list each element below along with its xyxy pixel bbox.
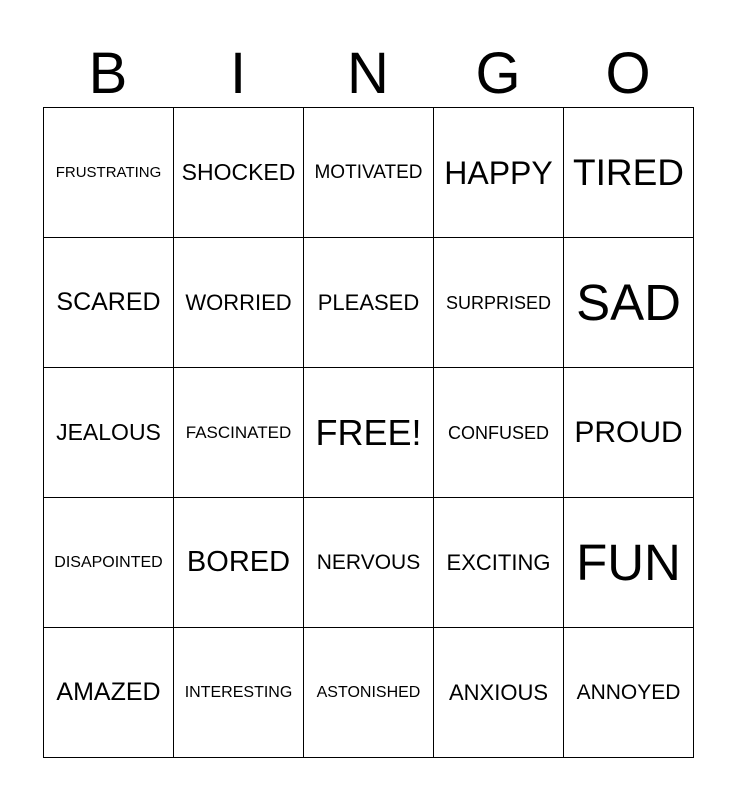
bingo-cell[interactable]: MOTIVATED	[304, 108, 434, 238]
bingo-cell[interactable]: FREE!	[304, 368, 434, 498]
bingo-cell[interactable]: EXCITING	[434, 498, 564, 628]
bingo-cell[interactable]: FRUSTRATING	[44, 108, 174, 238]
bingo-cell[interactable]: HAPPY	[434, 108, 564, 238]
bingo-cell[interactable]: PROUD	[564, 368, 694, 498]
header-letter-i: I	[229, 41, 247, 106]
bingo-cell[interactable]: INTERESTING	[174, 628, 304, 758]
bingo-cell[interactable]: PLEASED	[304, 238, 434, 368]
header-letter-n: N	[347, 41, 389, 106]
bingo-cell[interactable]: SAD	[564, 238, 694, 368]
bingo-cell[interactable]: SCARED	[44, 238, 174, 368]
header-letter-o: O	[605, 41, 651, 106]
bingo-cell[interactable]: TIRED	[564, 108, 694, 238]
header-letter-g: G	[475, 41, 521, 106]
bingo-cell[interactable]: ANXIOUS	[434, 628, 564, 758]
bingo-cell[interactable]: CONFUSED	[434, 368, 564, 498]
bingo-cell[interactable]: AMAZED	[44, 628, 174, 758]
bingo-cell[interactable]: ANNOYED	[564, 628, 694, 758]
bingo-cell[interactable]: DISAPOINTED	[44, 498, 174, 628]
bingo-cell[interactable]: BORED	[174, 498, 304, 628]
bingo-board	[43, 107, 694, 758]
bingo-cell[interactable]: JEALOUS	[44, 368, 174, 498]
bingo-cell[interactable]: SURPRISED	[434, 238, 564, 368]
bingo-cell[interactable]: ASTONISHED	[304, 628, 434, 758]
bingo-cell[interactable]: WORRIED	[174, 238, 304, 368]
bingo-cell[interactable]: FUN	[564, 498, 694, 628]
bingo-cell[interactable]: FASCINATED	[174, 368, 304, 498]
bingo-cell[interactable]: SHOCKED	[174, 108, 304, 238]
header-letter-b: B	[88, 41, 128, 106]
bingo-header	[43, 40, 693, 108]
bingo-cell[interactable]: NERVOUS	[304, 498, 434, 628]
